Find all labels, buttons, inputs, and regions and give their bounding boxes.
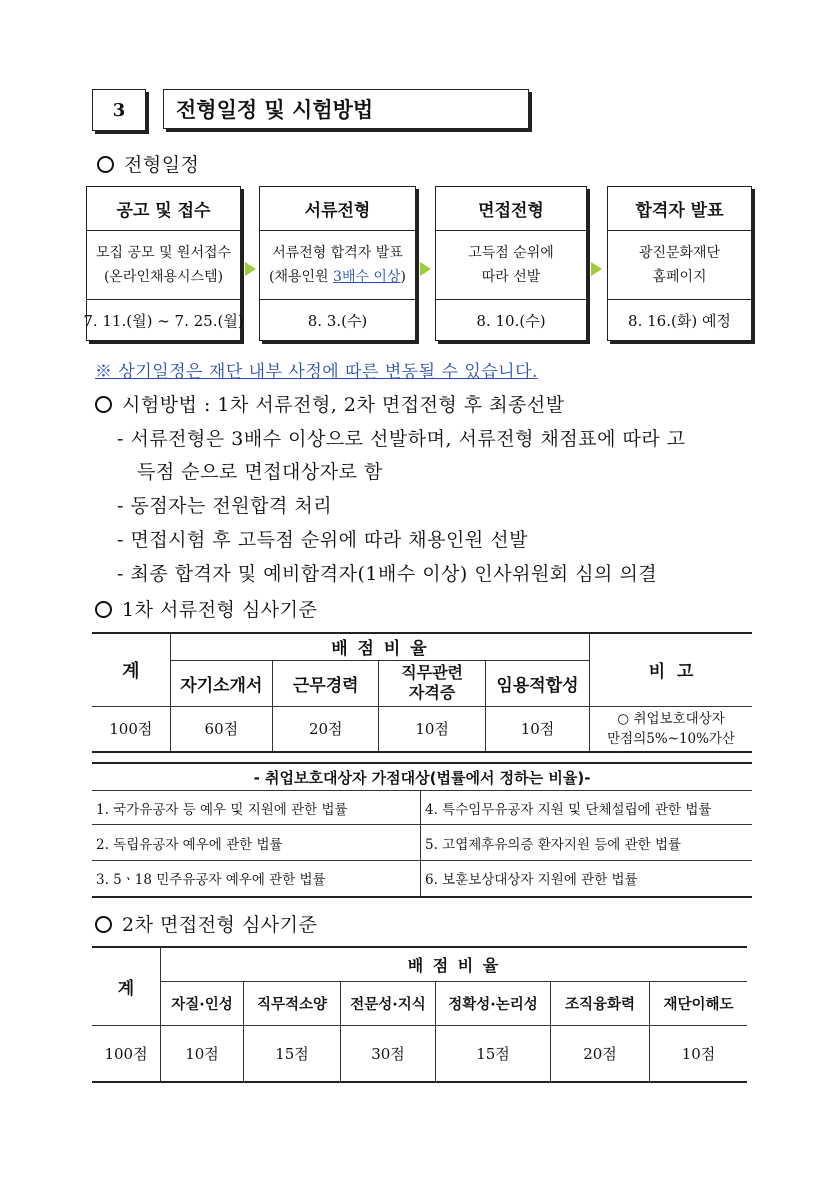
protected-title: - 취업보호대상자 가점대상(법률에서 정하는 비율)- bbox=[92, 762, 752, 791]
law-item: 3. 5ㆍ18 민주유공자 예우에 관한 법률 bbox=[92, 861, 421, 897]
stage-date: 8. 16.(화) 예정 bbox=[628, 311, 731, 330]
circle-bullet-icon bbox=[95, 396, 112, 413]
remark-cell: ○ 취업보호대상자 만점의5%~10%가산 bbox=[590, 706, 752, 752]
value-cell: 20점 bbox=[551, 1025, 650, 1082]
value-cell: 60점 bbox=[170, 706, 272, 752]
law-item: 1. 국가유공자 등 예우 및 지원에 관한 법률 bbox=[92, 791, 421, 825]
section-number: 3 bbox=[92, 89, 146, 131]
highlight-text: 3배수 이상 bbox=[333, 269, 401, 285]
total-cell: 100점 bbox=[92, 706, 170, 752]
group-header: 배 점 비 율 bbox=[161, 947, 748, 981]
schedule-heading: 전형일정 bbox=[97, 150, 199, 177]
value-cell: 30점 bbox=[341, 1025, 436, 1082]
method-item: - 서류전형은 3배수 이상으로 선발하며, 서류전형 채점표에 따라 고 bbox=[117, 428, 686, 450]
method-heading: 시험방법 : 1차 서류전형, 2차 면접전형 후 최종선발 bbox=[95, 390, 565, 417]
remark-header: 비 고 bbox=[590, 633, 752, 706]
col-header: 전문성·지식 bbox=[341, 981, 436, 1025]
col-header: 임용적합성 bbox=[485, 660, 589, 706]
stage-description: 모집 공모 및 원서접수 (온라인채용시스템) bbox=[87, 231, 240, 300]
stage-description: 고득점 순위에 따라 선발 bbox=[436, 231, 586, 300]
schedule-notice: ※ 상기일정은 재단 내부 사정에 따른 변동될 수 있습니다. bbox=[95, 362, 538, 382]
col-header: 자질·인성 bbox=[161, 981, 244, 1025]
col-header: 조직융화력 bbox=[551, 981, 650, 1025]
col-header: 자기소개서 bbox=[170, 660, 272, 706]
section-title: 전형일정 및 시험방법 bbox=[163, 89, 529, 129]
stage-title: 서류전형 bbox=[260, 187, 415, 231]
total-cell: 100점 bbox=[92, 1025, 161, 1082]
value-cell: 15점 bbox=[244, 1025, 341, 1082]
doc-review-heading: 1차 서류전형 심사기준 bbox=[95, 595, 317, 622]
interview-table bbox=[92, 946, 747, 1083]
table-row bbox=[92, 825, 752, 861]
col-header: 근무경력 bbox=[273, 660, 379, 706]
circle-bullet-icon bbox=[97, 156, 114, 173]
arrow-right-icon bbox=[420, 262, 431, 276]
value-cell: 10점 bbox=[485, 706, 589, 752]
circle-bullet-icon bbox=[95, 916, 112, 933]
value-cell: 20점 bbox=[273, 706, 379, 752]
stage-date: 8. 3.(수) bbox=[307, 311, 368, 330]
stage-description: 서류전형 합격자 발표 (채용인원 3배수 이상) bbox=[260, 231, 415, 300]
law-item: 5. 고엽제후유의증 환자지원 등에 관한 법률 bbox=[421, 825, 753, 861]
stage-box-document bbox=[259, 186, 416, 341]
interview-heading: 2차 면접전형 심사기준 bbox=[95, 910, 317, 937]
stage-date: 8. 10.(수) bbox=[476, 311, 546, 330]
stage-box-announcement bbox=[607, 186, 752, 341]
circle-bullet-icon bbox=[95, 601, 112, 618]
col-total-header: 계 bbox=[92, 947, 161, 1025]
protected-table bbox=[92, 790, 752, 898]
group-header: 배 점 비 율 bbox=[170, 633, 590, 660]
method-item: - 최종 합격자 및 예비합격자(1배수 이상) 인사위원회 심의 의결 bbox=[117, 563, 658, 585]
law-item: 6. 보훈보상대상자 지원에 관한 법률 bbox=[421, 861, 753, 897]
arrow-right-icon bbox=[591, 262, 602, 276]
method-item: 득점 순으로 면접대상자로 함 bbox=[137, 461, 383, 483]
stage-title: 면접전형 bbox=[436, 187, 586, 231]
stage-date: 7. 11.(월) ~ 7. 25.(월) bbox=[83, 311, 244, 330]
method-item: - 면접시험 후 고득점 순위에 따라 채용인원 선발 bbox=[117, 529, 528, 551]
table-row bbox=[92, 791, 752, 825]
stage-box-interview bbox=[435, 186, 587, 341]
value-cell: 10점 bbox=[161, 1025, 244, 1082]
col-header: 정확성·논리성 bbox=[436, 981, 551, 1025]
law-item: 2. 독립유공자 예우에 관한 법률 bbox=[92, 825, 421, 861]
stage-title: 합격자 발표 bbox=[608, 187, 751, 231]
col-header: 재단이해도 bbox=[650, 981, 748, 1025]
law-item: 4. 특수임무유공자 지원 및 단체설립에 관한 법률 bbox=[421, 791, 753, 825]
col-header: 직무관련 자격증 bbox=[379, 660, 485, 706]
value-cell: 10점 bbox=[650, 1025, 748, 1082]
col-total-header: 계 bbox=[92, 633, 170, 706]
method-item: - 동점자는 전원합격 처리 bbox=[117, 495, 333, 517]
stage-box-application bbox=[83, 186, 244, 341]
value-cell: 10점 bbox=[379, 706, 485, 752]
doc-review-table bbox=[92, 632, 752, 753]
table-row bbox=[92, 1025, 747, 1082]
table-row bbox=[92, 861, 752, 897]
col-header: 직무적소양 bbox=[244, 981, 341, 1025]
stage-description: 광진문화재단 홈페이지 bbox=[608, 231, 751, 300]
arrow-right-icon bbox=[245, 262, 256, 276]
table-row bbox=[92, 706, 752, 752]
stage-title: 공고 및 접수 bbox=[87, 187, 240, 231]
value-cell: 15점 bbox=[436, 1025, 551, 1082]
